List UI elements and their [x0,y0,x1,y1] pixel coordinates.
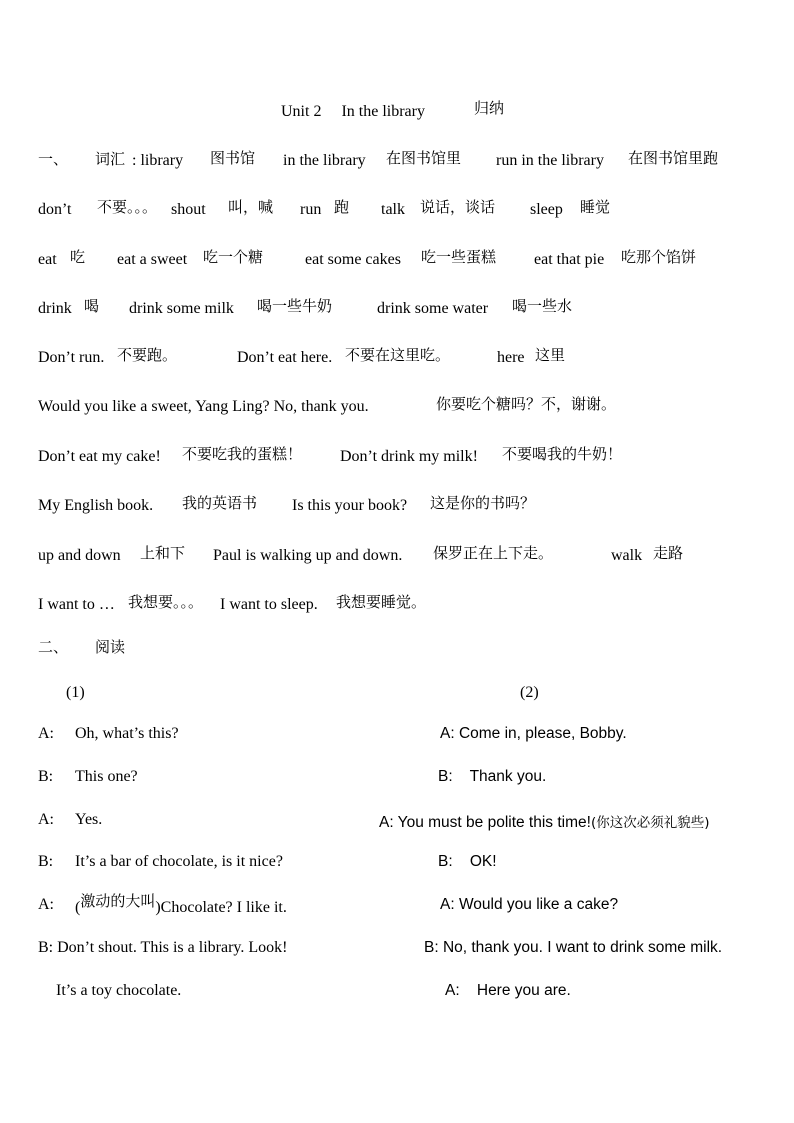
dialogue-text: B: OK! [438,853,497,870]
vocab-term: Would you like a sweet, Yang Ling? No, thank you. [38,398,369,415]
dialogue-line [38,939,287,957]
vocab-translation: 喝一些牛奶 [257,297,333,315]
section1-number: 一、 [38,150,69,168]
vocab-translation: 在图书馆里 [386,149,462,167]
vocab-translation: 不要吃我的蛋糕！ [182,445,303,463]
dialogue-text: It’s a bar of chocolate, is it nice? [75,853,283,870]
dialogue-2-label: (2) [520,684,539,701]
vocab-term: Don’t eat my cake! [38,448,161,465]
vocab-translation: 吃一个糖 [203,248,264,266]
vocab-term: Is this your book? [292,497,408,514]
vocab-translation: 图书馆 [210,149,256,167]
dialogue-text: A: Come in, please, Bobby. [440,725,627,742]
vocab-translation: 这是你的书吗？ [430,494,536,512]
vocab-term: sleep [530,201,563,218]
vocab-term: drink [38,300,72,317]
vocab-term: in the library [283,152,366,169]
dialogue-speaker: A: [38,896,54,913]
vocab-term: My English book. [38,497,154,514]
section2-number: 二、 [38,638,69,656]
dialogue-paren: ( [75,899,81,916]
vocab-translation: 叫，喊 [228,198,274,216]
page-title [281,103,425,121]
dialogue-text: A: You must be polite this time! [379,814,591,831]
dialogue-speaker: B: [38,853,54,870]
dialogue-1-label: (1) [66,684,85,701]
vocab-term: run in the library [496,152,604,169]
dialogue-translation: (你这次必须礼貌些) [590,815,710,831]
dialogue-line [438,768,546,786]
dialogue-line [56,982,181,1000]
vocab-translation: 不要跑。 [117,346,178,364]
vocab-term: I want to … [38,596,115,613]
dialogue-text: This one? [75,768,138,785]
vocab-term: drink some milk [129,300,234,317]
vocab-translation: 吃 [70,248,86,266]
vocab-term: up and down [38,547,121,564]
vocab-translation: 我的英语书 [182,494,258,512]
dialogue-text: It’s a toy chocolate. [56,982,182,999]
vocab-term: eat that pie [534,251,605,268]
dialogue-line [75,725,179,743]
dialogue-line [379,811,710,832]
vocab-term: drink some water [377,300,489,317]
dialogue-speaker: A: [38,725,54,742]
vocab-translation: 这里 [535,346,566,364]
vocab-term: walk [611,547,643,564]
vocab-term: Don’t drink my milk! [340,448,478,465]
dialogue-text: Yes. [75,811,103,828]
dialogue-text: B: Don’t shout. This is a library. Look! [38,939,288,956]
dialogue-speaker: B: [38,768,54,785]
vocab-translation: 喝 [84,297,100,315]
dialogue-translation: 激动的大叫 [80,892,156,910]
vocab-translation: 吃那个馅饼 [621,248,697,266]
vocab-term: : library [132,152,184,169]
section1-heading: 词汇 [95,150,126,168]
dialogue-line [440,896,618,914]
vocab-term: don’t [38,201,72,218]
vocab-term: run [300,201,322,218]
vocab-term: eat some cakes [305,251,401,268]
vocab-translation: 我想要。。。 [128,593,204,611]
dialogue-text: A: Would you like a cake? [440,896,619,913]
vocab-translation: 走路 [653,544,684,562]
vocab-translation: 我想要睡觉。 [336,593,427,611]
dialogue-line [75,853,283,871]
vocab-term: shout [171,201,206,218]
dialogue-line [445,982,571,1000]
vocab-term: I want to sleep. [220,596,318,613]
vocab-term: Paul is walking up and down. [213,547,403,564]
vocab-translation: 你要吃个糖吗？不，谢谢。 [436,395,617,413]
dialogue-line [440,725,627,743]
dialogue-text: B: Thank you. [438,768,547,785]
dialogue-speaker: A: [38,811,54,828]
vocab-translation: 说话，谈话 [420,198,496,216]
vocab-term: eat a sweet [117,251,188,268]
vocab-translation: 睡觉 [580,198,611,216]
vocab-term: talk [381,201,405,218]
vocab-translation: 吃一些蛋糕 [421,248,497,266]
dialogue-text: B: No, thank you. I want to drink some milk. [424,939,723,956]
dialogue-line [75,811,102,829]
title-tag: 归纳 [474,99,505,117]
vocab-translation: 保罗正在上下走。 [433,544,554,562]
dialogue-line [75,768,138,786]
dialogue-line [424,939,722,957]
vocab-translation: 不要在这里吃。 [345,346,451,364]
vocab-term: here [497,349,525,366]
unit-number: Unit 2 [281,103,322,120]
vocab-term: Don’t eat here. [237,349,333,366]
unit-name: In the library [341,103,425,120]
vocab-translation: 上和下 [140,544,186,562]
dialogue-text: Oh, what’s this? [75,725,179,742]
vocab-translation: 跑 [334,198,350,216]
dialogue-text: )Chocolate? I like it. [155,899,287,916]
dialogue-line [75,892,287,917]
dialogue-text: A: Here you are. [445,982,571,999]
vocab-translation: 不要喝我的牛奶！ [502,445,623,463]
vocab-translation: 不要。。。 [97,198,158,216]
vocab-term: eat [38,251,57,268]
vocab-term: Don’t run. [38,349,105,366]
vocab-translation: 喝一些水 [512,297,573,315]
vocab-translation: 在图书馆里跑 [628,149,719,167]
section2-heading: 阅读 [95,638,126,656]
dialogue-line [438,853,497,871]
